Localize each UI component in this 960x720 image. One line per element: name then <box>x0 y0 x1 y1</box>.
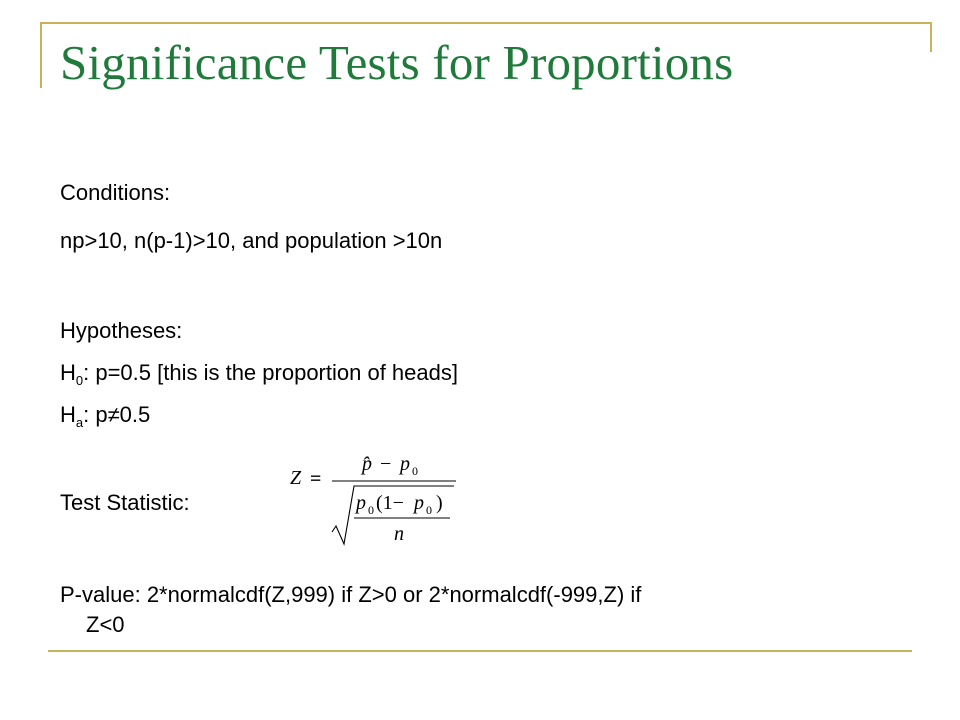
pvalue-line-1: P-value: 2*normalcdf(Z,999) if Z>0 or 2*normalcdf(-999,Z) if <box>60 582 642 607</box>
hypotheses-heading: Hypotheses: <box>60 318 183 343</box>
conditions-text: np>10, n(p-1)>10, and population >10n <box>60 228 443 253</box>
h0-subscript: 0 <box>75 373 84 388</box>
right-frame-line <box>930 22 932 52</box>
formula-minus: − <box>380 453 392 475</box>
formula-one-minus: (1− <box>376 492 404 514</box>
formula-equals: = <box>310 468 322 490</box>
formula-phat: p̂ <box>362 453 372 475</box>
test-statistic-label: Test Statistic: <box>60 490 190 515</box>
formula-n: n <box>394 523 404 545</box>
conditions-heading: Conditions: <box>60 180 171 205</box>
formula-z: Z <box>290 467 302 489</box>
pvalue-line-2: Z<0 <box>86 612 125 637</box>
slide-title: Significance Tests for Proportions <box>60 35 734 90</box>
ha-text: : p≠0.5 <box>83 402 151 427</box>
z-statistic-formula <box>288 448 468 552</box>
formula-p0: p <box>400 453 410 475</box>
top-frame-line <box>40 22 932 24</box>
formula-inner-p0-b: p <box>414 492 424 514</box>
alternative-hypothesis <box>60 402 150 428</box>
null-hypothesis <box>60 360 458 386</box>
bottom-frame-line <box>48 650 912 652</box>
h0-symbol: H <box>60 360 76 385</box>
formula-inner-p0: p <box>356 492 366 514</box>
ha-symbol: H <box>60 402 76 427</box>
formula-sub0-c: 0 <box>426 503 432 517</box>
formula-sub0-b: 0 <box>368 503 374 517</box>
h0-text: : p=0.5 [this is the proportion of heads] <box>83 360 458 385</box>
left-frame-line <box>40 22 42 88</box>
ha-subscript: a <box>75 415 84 430</box>
formula-close-paren: ) <box>436 492 443 514</box>
formula-sub0-a: 0 <box>412 464 418 478</box>
